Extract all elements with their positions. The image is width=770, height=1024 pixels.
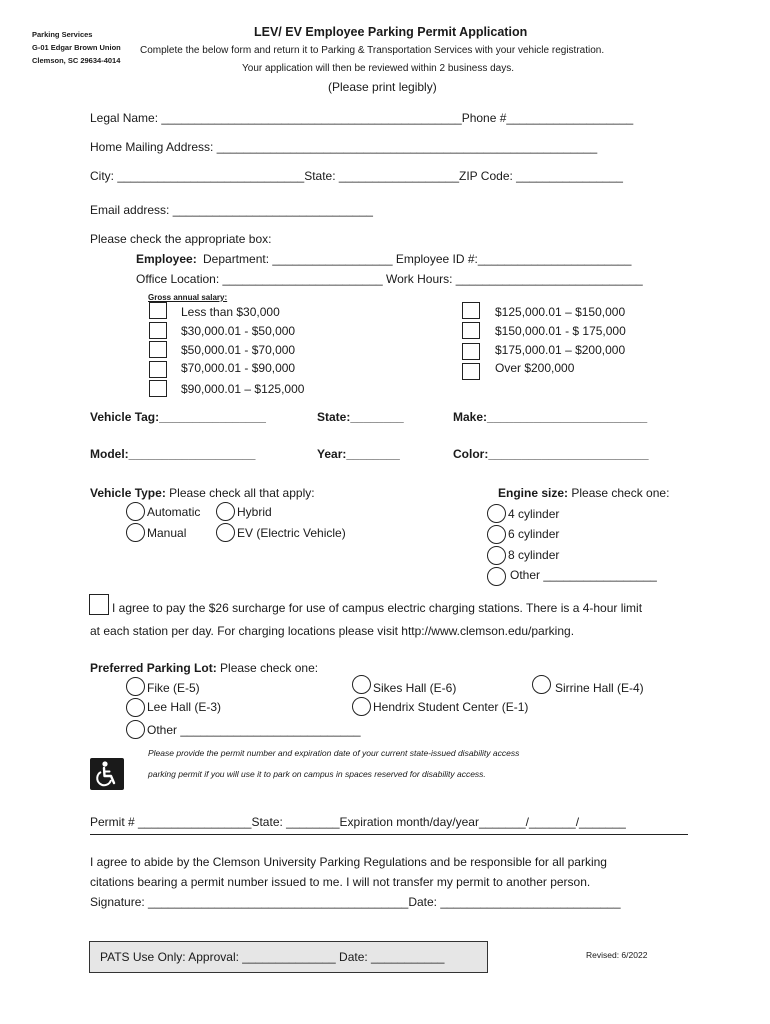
vehicle-type-radio[interactable] (126, 502, 145, 521)
org-name: Parking Services (32, 30, 93, 39)
salary-label: Gross annual salary: (148, 293, 228, 302)
salary-option: $125,000.01 – $150,000 (495, 305, 626, 319)
vehicle-type-option: EV (Electric Vehicle) (237, 526, 346, 540)
salary-checkbox[interactable] (462, 302, 480, 319)
parking-lot-option: Lee Hall (E-3) (147, 700, 222, 714)
parking-lot-option[interactable]: Other ___________________________ (147, 723, 361, 737)
signature-field[interactable]: Signature: _______________________________________Date: ___________________________ (90, 895, 621, 909)
salary-option: $175,000.01 – $200,000 (495, 343, 626, 357)
accessibility-icon (90, 758, 124, 790)
engine-radio[interactable] (487, 525, 506, 544)
department-field[interactable]: Department: __________________ Employee ID #:_______________________ (203, 252, 632, 266)
parking-lot-option: Sikes Hall (E-6) (373, 681, 457, 695)
salary-option: Over $200,000 (495, 361, 575, 375)
parking-lot-heading: Preferred Parking Lot: Please check one: (90, 661, 319, 675)
vehicle-tag-field[interactable]: Vehicle Tag:________________ (90, 410, 266, 424)
parking-lot-option: Hendrix Student Center (E-1) (373, 700, 529, 714)
disability-note-line1: Please provide the permit number and expiration date of your current state-issued disability access (148, 748, 520, 758)
email-field[interactable]: Email address: ______________________________ (90, 203, 373, 217)
salary-option: $30,000.01 - $50,000 (181, 324, 296, 338)
regulations-line1: I agree to abide by the Clemson University Parking Regulations and be responsible for all parking (90, 855, 607, 869)
print-note: (Please print legibly) (328, 80, 437, 94)
parking-lot-radio[interactable] (352, 675, 371, 694)
home-address-field[interactable]: Home Mailing Address: _________________________________________________________ (90, 140, 598, 154)
disability-note-line2: parking permit if you will use it to park on campus in spaces reserved for disability access. (148, 769, 486, 779)
city-state-zip-field[interactable]: City: ____________________________State: __________________ZIP Code: ________________ (90, 169, 623, 183)
divider (90, 834, 688, 835)
salary-checkbox[interactable] (462, 322, 480, 339)
org-address-line1: G-01 Edgar Brown Union (32, 43, 121, 52)
vehicle-state-field[interactable]: State:________ (317, 410, 404, 424)
salary-checkbox[interactable] (462, 363, 480, 380)
parking-lot-option: Fike (E-5) (147, 681, 200, 695)
engine-size-heading: Engine size: Please check one: (498, 486, 670, 500)
check-box-prompt: Please check the appropriate box: (90, 232, 272, 246)
permit-field[interactable]: Permit # _________________State: ________Expiration month/day/year_______/_______/_______ (90, 815, 626, 829)
surcharge-agree-checkbox[interactable] (89, 594, 109, 615)
parking-lot-radio[interactable] (352, 697, 371, 716)
employee-label: Employee: (136, 252, 197, 266)
vehicle-type-heading: Vehicle Type: Please check all that apply: (90, 486, 315, 500)
legal-name-field[interactable]: Legal Name: _____________________________________________Phone #___________________ (90, 111, 634, 125)
regulations-line2: citations bearing a permit number issued to me. I will not transfer my permit to another person. (90, 875, 591, 889)
instructions-line2: Your application will then be reviewed within 2 business days. (242, 63, 515, 74)
salary-option: $50,000.01 - $70,000 (181, 343, 296, 357)
parking-lot-radio[interactable] (126, 677, 145, 696)
parking-lot-radio[interactable] (126, 698, 145, 717)
pats-use-only-box (89, 941, 488, 973)
vehicle-type-radio[interactable] (216, 502, 235, 521)
engine-option: 6 cylinder (508, 527, 560, 541)
engine-radio[interactable] (487, 546, 506, 565)
vehicle-type-radio[interactable] (126, 523, 145, 542)
vehicle-model-field[interactable]: Model:___________________ (90, 447, 256, 461)
engine-radio[interactable] (487, 504, 506, 523)
instructions-line1: Complete the below form and return it to Parking & Transportation Services with your vehicle registration. (140, 45, 605, 56)
form-title: LEV/ EV Employee Parking Permit Application (254, 25, 528, 39)
parking-lot-radio[interactable] (532, 675, 551, 694)
vehicle-type-option: Manual (147, 526, 187, 540)
vehicle-type-radio[interactable] (216, 523, 235, 542)
pats-text: PATS Use Only: Approval: ______________ Date: ___________ (100, 950, 445, 964)
salary-option: Less than $30,000 (181, 305, 280, 319)
vehicle-make-field[interactable]: Make:________________________ (453, 410, 648, 424)
salary-checkbox[interactable] (149, 341, 167, 358)
engine-option: 4 cylinder (508, 507, 560, 521)
engine-radio[interactable] (487, 567, 506, 586)
office-field[interactable]: Office Location: ________________________ Work Hours: ____________________________ (136, 272, 643, 286)
salary-option: $150,000.01 - $ 175,000 (495, 324, 626, 338)
surcharge-agreement-line1: I agree to pay the $26 surcharge for use of campus electric charging stations. There is a 4-hour limit (112, 601, 643, 615)
vehicle-type-option: Automatic (147, 505, 201, 519)
vehicle-type-option: Hybrid (237, 505, 272, 519)
engine-option: 8 cylinder (508, 548, 560, 562)
org-address-line2: Clemson, SC 29634-4014 (32, 56, 121, 65)
engine-option[interactable]: Other _________________ (510, 568, 657, 582)
vehicle-year-field[interactable]: Year:________ (317, 447, 400, 461)
surcharge-agreement-line2: at each station per day. For charging locations please visit http://www.clemson.edu/parking. (90, 624, 575, 638)
salary-option: $90,000.01 – $125,000 (181, 382, 305, 396)
salary-checkbox[interactable] (149, 302, 167, 319)
vehicle-color-field[interactable]: Color:________________________ (453, 447, 649, 461)
parking-lot-option: Sirrine Hall (E-4) (555, 681, 644, 695)
salary-option: $70,000.01 - $90,000 (181, 361, 296, 375)
salary-checkbox[interactable] (149, 380, 167, 397)
parking-lot-radio[interactable] (126, 720, 145, 739)
salary-checkbox[interactable] (149, 361, 167, 378)
salary-checkbox[interactable] (149, 322, 167, 339)
salary-checkbox[interactable] (462, 343, 480, 360)
revised-date: Revised: 6/2022 (586, 950, 648, 960)
